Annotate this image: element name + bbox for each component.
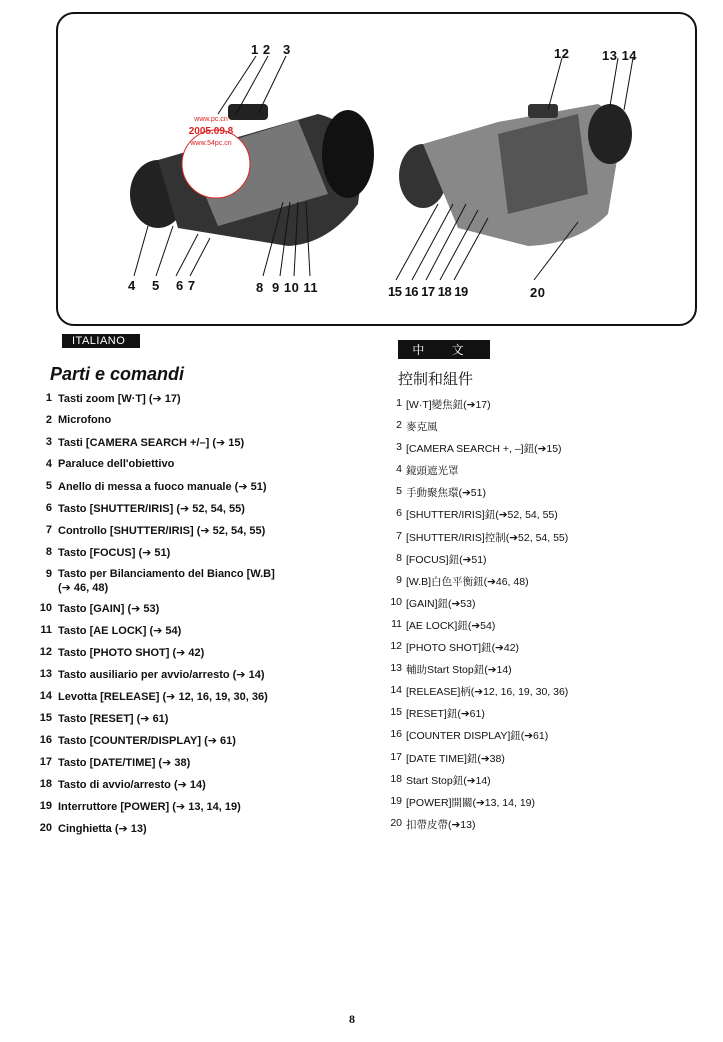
- part-item: [30, 436, 360, 458]
- part-number: 9: [45, 568, 52, 580]
- part-item: [30, 800, 360, 822]
- part-number: 7: [45, 524, 52, 536]
- part-description: Tasto [DATE/TIME] (➔ 38): [58, 757, 191, 770]
- camcorder-front-view: [130, 56, 374, 276]
- part-item: [380, 441, 680, 463]
- part-description: Controllo [SHUTTER/IRIS] (➔ 52, 54, 55): [58, 525, 266, 537]
- part-item: [380, 728, 680, 750]
- part-item: [380, 662, 680, 684]
- parts-list-chinese: [380, 397, 680, 839]
- part-description: Tasto [PHOTO SHOT] (➔ 42): [58, 647, 205, 660]
- part-item: [380, 596, 680, 618]
- part-description: [GAIN]鈕(➔53): [406, 597, 476, 610]
- part-item: [30, 568, 360, 602]
- part-number: 9: [396, 573, 402, 586]
- part-description: [RESET]鈕(➔61): [406, 708, 485, 721]
- part-number: 5: [45, 480, 52, 492]
- part-number: 4: [45, 458, 52, 470]
- part-number: 17: [390, 750, 402, 763]
- part-number: 2: [45, 414, 52, 426]
- part-description: Interruttore [POWER] (➔ 13, 14, 19): [58, 801, 241, 814]
- part-number: 6: [396, 507, 402, 520]
- part-number: 15: [39, 712, 52, 725]
- part-description: [SHUTTER/IRIS]鈕(➔52, 54, 55): [406, 509, 558, 522]
- language-label-chinese: 中 文: [398, 340, 490, 359]
- part-description: [FOCUS]鈕(➔51): [406, 553, 487, 566]
- part-description: [W.B]白色平衡鈕(➔46, 48): [406, 575, 529, 588]
- part-description: 輔助Start Stop鈕(➔14): [406, 664, 512, 677]
- part-number: 8: [396, 551, 402, 564]
- part-description: [COUNTER DISPLAY]鈕(➔61): [406, 730, 549, 743]
- part-item: [30, 546, 360, 568]
- part-item: [30, 480, 360, 502]
- part-number: 20: [390, 816, 402, 829]
- callout-5: 5: [152, 278, 160, 293]
- part-item: [30, 524, 360, 546]
- section-title-chinese: 控制和組件: [398, 371, 474, 388]
- part-description: [POWER]開關(➔13, 14, 19): [406, 796, 535, 809]
- part-item: [30, 712, 360, 734]
- part-description: Tasto [SHUTTER/IRIS] (➔ 52, 54, 55): [58, 503, 245, 515]
- part-description: [RELEASE]柄(➔12, 16, 19, 30, 36): [406, 686, 569, 699]
- part-item: [30, 624, 360, 646]
- part-description: Anello di messa a fuoco manuale (➔ 51): [58, 481, 267, 493]
- part-description: Tasto [RESET] (➔ 61): [58, 713, 169, 726]
- part-number: 13: [390, 662, 402, 675]
- callout-6-7: 6 7: [176, 278, 196, 293]
- part-description: 麥克風: [406, 421, 438, 434]
- part-number: 17: [39, 756, 52, 769]
- part-description: [CAMERA SEARCH +, –]鈕(➔15): [406, 443, 562, 456]
- part-description: 鏡頭遮光罩: [406, 465, 459, 478]
- part-item: [30, 502, 360, 524]
- callout-1-2: 1 2: [251, 42, 271, 57]
- part-item: [30, 646, 360, 668]
- part-item: [380, 773, 680, 795]
- part-description: Tasto [AE LOCK] (➔ 54): [58, 625, 182, 638]
- part-item: [380, 751, 680, 773]
- part-number: 16: [39, 734, 52, 747]
- part-number: 12: [390, 640, 402, 653]
- part-item: [380, 397, 680, 419]
- part-number: 3: [45, 436, 52, 448]
- part-item: [380, 640, 680, 662]
- part-description-cont: (➔ 46, 48): [58, 582, 109, 594]
- part-description: [AE LOCK]鈕(➔54): [406, 619, 496, 632]
- callout-4: 4: [128, 278, 136, 293]
- part-description: Microfono: [58, 414, 112, 426]
- part-number: 13: [39, 668, 52, 681]
- part-description: 手動聚焦環(➔51): [406, 487, 486, 500]
- part-number: 3: [396, 441, 402, 454]
- page-number: 8: [349, 1012, 355, 1026]
- part-item: [30, 690, 360, 712]
- part-description: Tasti zoom [W·T] (➔ 17): [58, 393, 181, 405]
- part-description: Tasto [FOCUS] (➔ 51): [58, 547, 171, 559]
- part-description: Levotta [RELEASE] (➔ 12, 16, 19, 30, 36): [58, 691, 268, 704]
- part-number: 1: [45, 392, 52, 404]
- part-number: 19: [390, 794, 402, 807]
- camcorder-back-view: [396, 58, 633, 280]
- part-item: [380, 684, 680, 706]
- part-item: [30, 756, 360, 778]
- part-item: [380, 574, 680, 596]
- part-number: 7: [396, 529, 402, 542]
- callout-12: 12: [554, 46, 570, 61]
- part-item: [30, 734, 360, 756]
- part-number: 15: [390, 706, 402, 719]
- part-number: 1: [396, 397, 402, 409]
- part-number: 12: [39, 646, 52, 659]
- part-number: 16: [390, 728, 402, 741]
- parts-list-italian: [30, 392, 360, 844]
- part-description: Paraluce dell'obiettivo: [58, 458, 175, 470]
- section-title-italian: Parti e comandi: [50, 364, 185, 384]
- callout-9-10-11: 9 10 11: [272, 280, 319, 295]
- part-item: [380, 419, 680, 441]
- part-description: Start Stop鈕(➔14): [406, 774, 491, 787]
- part-item: [30, 458, 360, 480]
- part-item: [380, 706, 680, 728]
- part-description: [W·T]變焦鈕(➔17): [406, 399, 491, 411]
- camera-figure: [56, 12, 697, 326]
- part-item: [380, 817, 680, 839]
- part-description: Tasti [CAMERA SEARCH +/–] (➔ 15): [58, 437, 245, 449]
- part-item: [30, 392, 360, 414]
- callout-15-19: 15 16 17 18 19: [388, 284, 468, 299]
- part-description: [DATE TIME]鈕(➔38): [406, 752, 505, 765]
- part-number: 8: [45, 546, 52, 558]
- part-description: Tasto per Bilanciamento del Bianco [W.B]: [58, 568, 275, 580]
- part-item: [380, 463, 680, 485]
- part-item: [380, 552, 680, 574]
- part-description: 扣帶皮帶(➔13): [406, 818, 476, 831]
- part-number: 20: [39, 822, 52, 835]
- part-description: Tasto di avvio/arresto (➔ 14): [58, 779, 206, 792]
- part-number: 11: [391, 617, 402, 630]
- part-number: 18: [390, 772, 402, 785]
- part-description: Tasto [GAIN] (➔ 53): [58, 603, 160, 616]
- part-description: Tasto [COUNTER/DISPLAY] (➔ 61): [58, 735, 236, 748]
- callout-13-14: 13 14: [602, 48, 638, 63]
- part-description: Tasto ausiliario per avvio/arresto (➔ 14): [58, 669, 265, 682]
- part-number: 10: [39, 602, 52, 615]
- part-number: 4: [396, 463, 402, 476]
- part-item: [30, 668, 360, 690]
- part-item: [30, 602, 360, 624]
- language-label-italian: ITALIANO: [62, 334, 140, 348]
- callout-3: 3: [283, 42, 291, 57]
- part-number: 11: [40, 624, 52, 637]
- part-item: [30, 414, 360, 436]
- part-number: 18: [39, 778, 52, 791]
- part-number: 14: [390, 684, 402, 697]
- part-description: [SHUTTER/IRIS]控制(➔52, 54, 55): [406, 531, 569, 544]
- part-number: 6: [45, 502, 52, 514]
- part-number: 10: [390, 595, 402, 608]
- part-item: [380, 530, 680, 552]
- part-item: [30, 822, 360, 844]
- part-number: 2: [396, 419, 402, 432]
- callout-20: 20: [530, 285, 546, 300]
- part-item: [380, 485, 680, 507]
- part-description: [PHOTO SHOT]鈕(➔42): [406, 642, 520, 655]
- callout-8: 8: [256, 280, 264, 295]
- part-number: 19: [39, 800, 52, 813]
- part-description: Cinghietta (➔ 13): [58, 823, 147, 836]
- part-item: [30, 778, 360, 800]
- part-item: [380, 795, 680, 817]
- part-number: 14: [39, 690, 52, 703]
- watermark-stamp: www.pc.cn 2005.09.8 www.54pc.cn: [188, 116, 234, 147]
- part-item: [380, 618, 680, 640]
- part-number: 5: [396, 485, 402, 498]
- part-item: [380, 507, 680, 529]
